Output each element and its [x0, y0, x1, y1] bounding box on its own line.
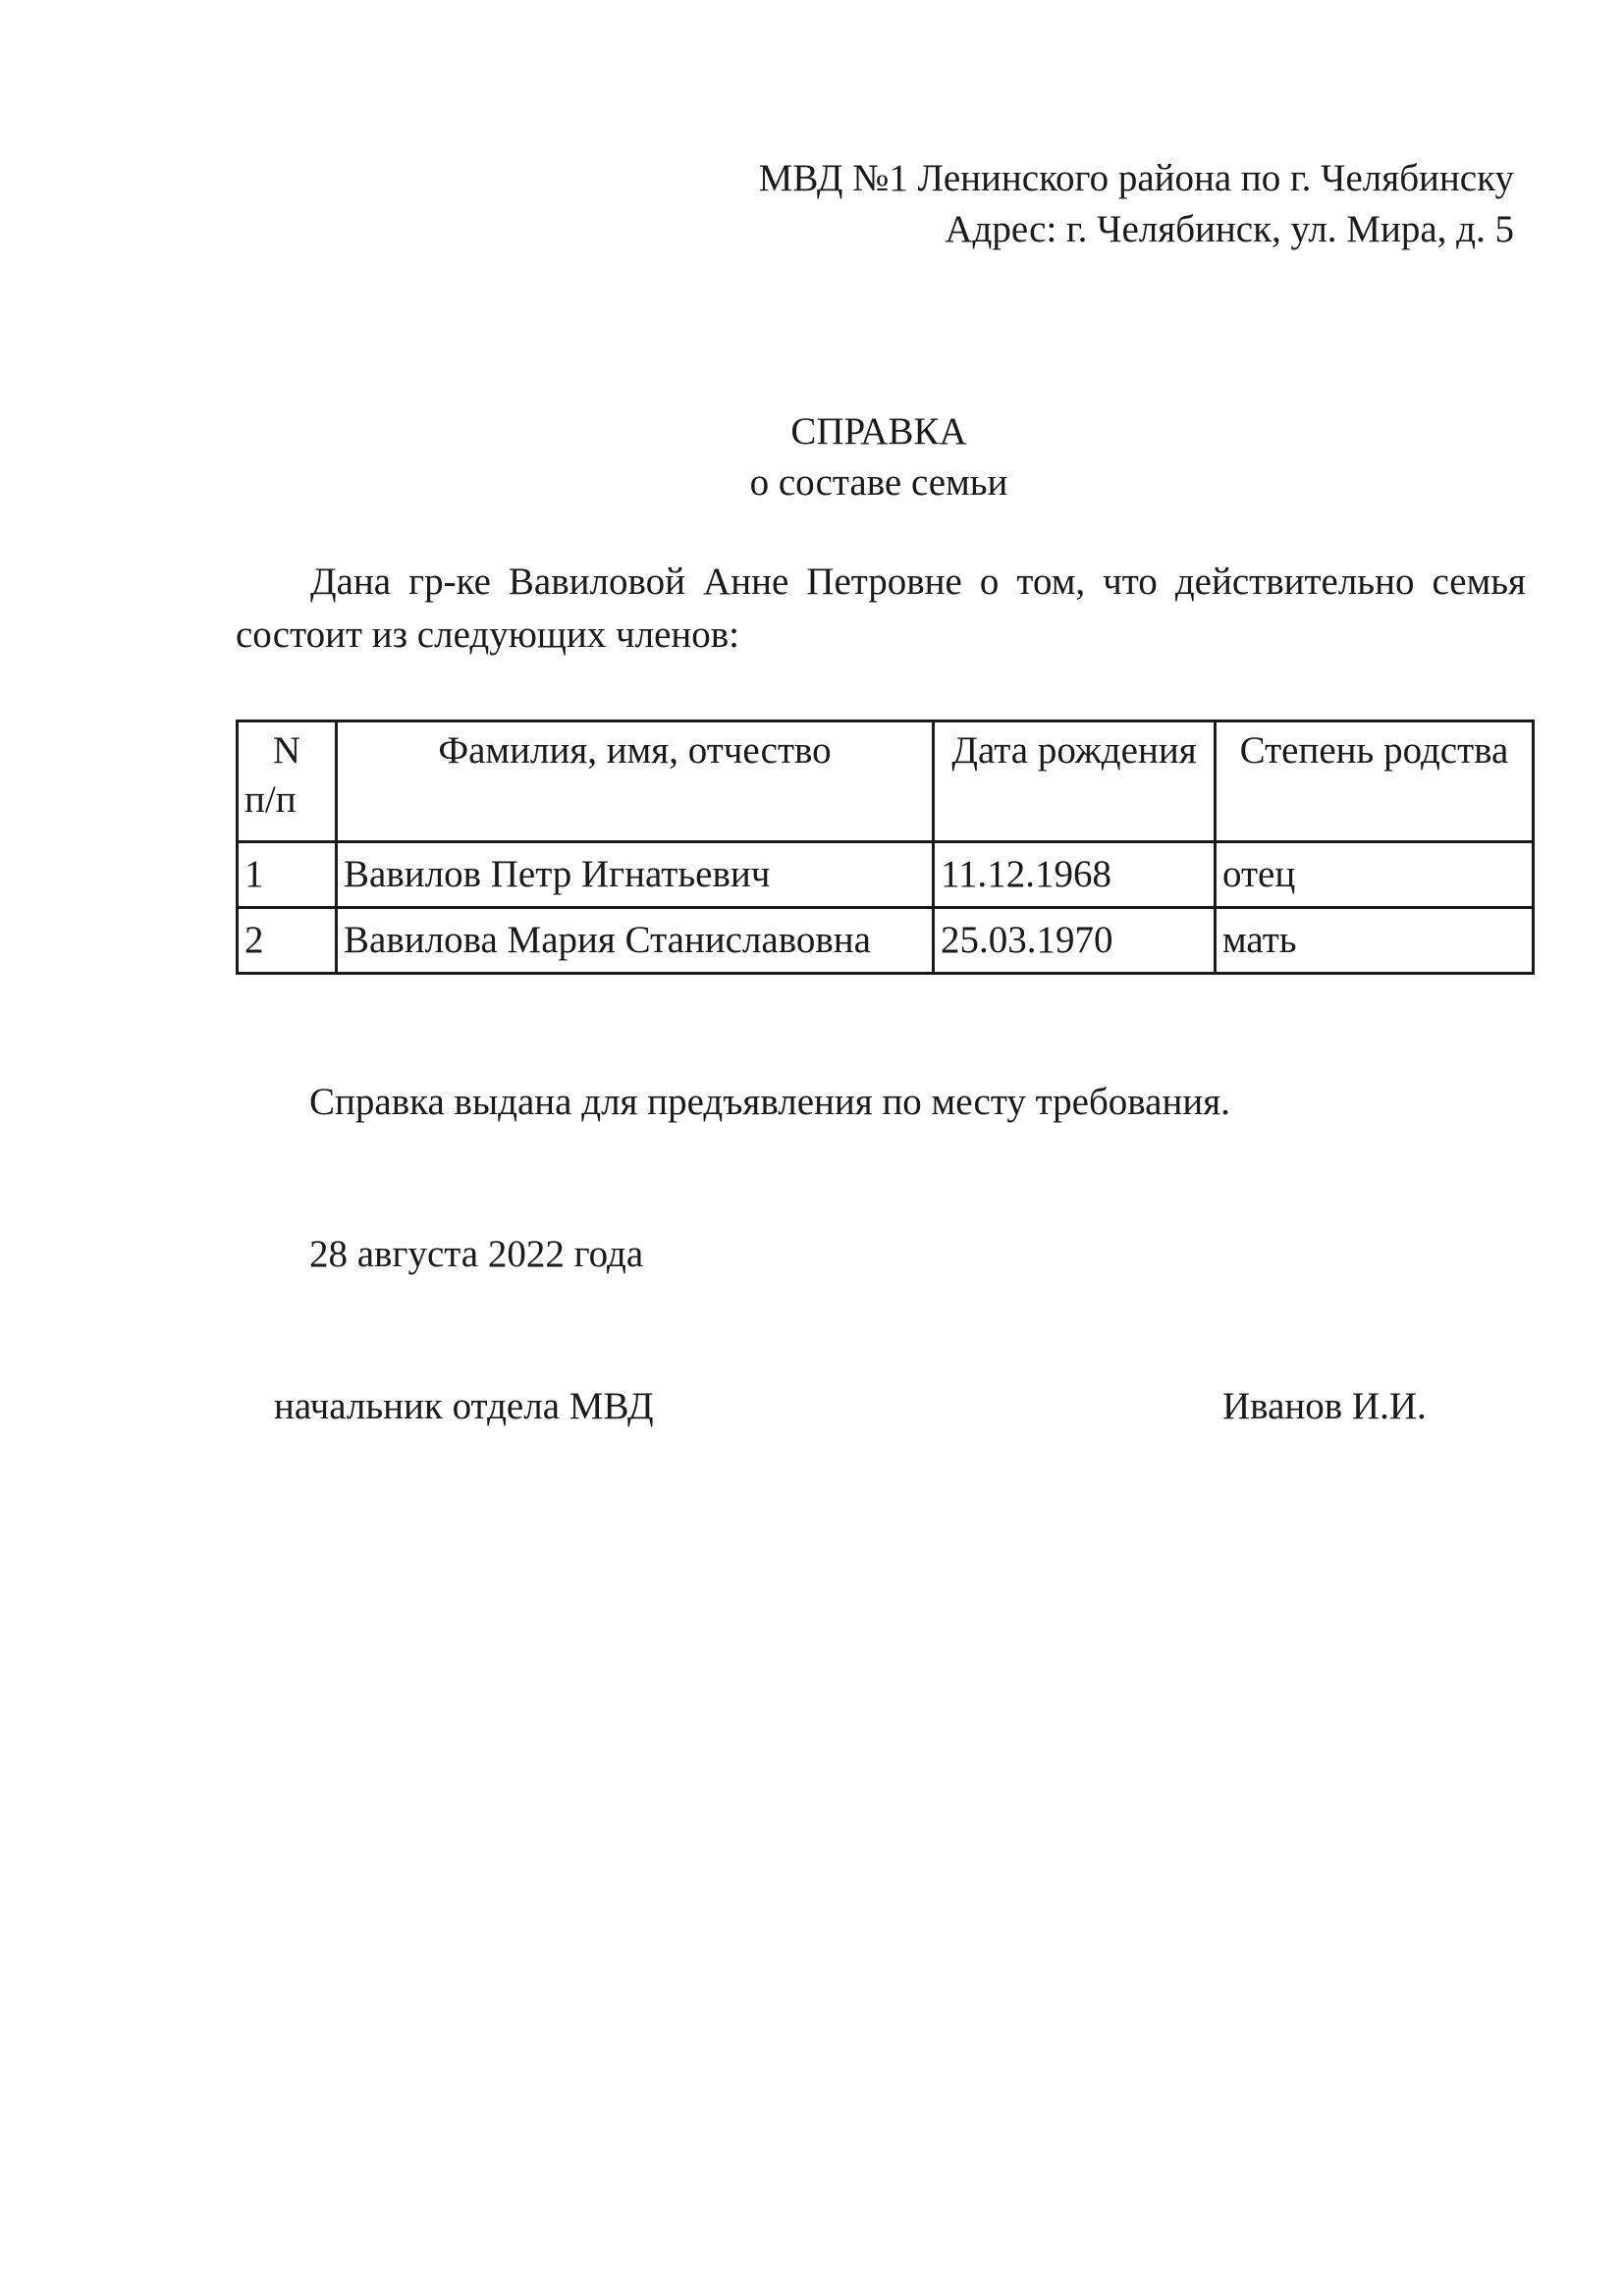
document-subtitle: о составе семьи: [749, 461, 1008, 504]
family-members-table: [236, 720, 1535, 975]
cell-number: 2: [238, 908, 337, 974]
cell-relation: отец: [1216, 842, 1534, 908]
header-number-top: N: [272, 729, 301, 772]
table-row: [238, 908, 1534, 974]
header-number-bottom: п/п: [244, 778, 297, 821]
header-birth-date: Дата рождения: [934, 721, 1216, 842]
table-row: [238, 842, 1534, 908]
purpose-note: Справка выдана для предъявления по месту требования.: [309, 1081, 1230, 1123]
signatory-name: Иванов И.И.: [1222, 1385, 1427, 1427]
cell-full-name: Вавилова Мария Станиславовна: [337, 908, 934, 974]
body-paragraph: Дана гр-ке Вавиловой Анне Петровне о том, что действительно семья состоит из следующих членов:: [236, 561, 1526, 656]
header-full-name: Фамилия, имя, отчество: [337, 721, 934, 842]
cell-full-name: Вавилов Петр Игнатьевич: [337, 842, 934, 908]
issuer-header: [759, 153, 1514, 255]
header-relation: Степень родства: [1216, 721, 1534, 842]
header-number: [238, 721, 337, 842]
cell-birth-date: 11.12.1968: [934, 842, 1216, 908]
cell-number: 1: [238, 842, 337, 908]
table-header-row: [238, 721, 1534, 842]
issuer-name: МВД №1 Ленинского района по г. Челябинску: [758, 157, 1514, 199]
issuer-address: Адрес: г. Челябинск, ул. Мира, д. 5: [945, 208, 1514, 250]
cell-relation: мать: [1216, 908, 1534, 974]
cell-birth-date: 25.03.1970: [934, 908, 1216, 974]
signatory-position: начальник отдела МВД: [274, 1385, 654, 1427]
issue-date: 28 августа 2022 года: [309, 1233, 644, 1275]
document-title: СПРАВКА: [790, 410, 967, 453]
document-title-block: [0, 406, 1624, 508]
